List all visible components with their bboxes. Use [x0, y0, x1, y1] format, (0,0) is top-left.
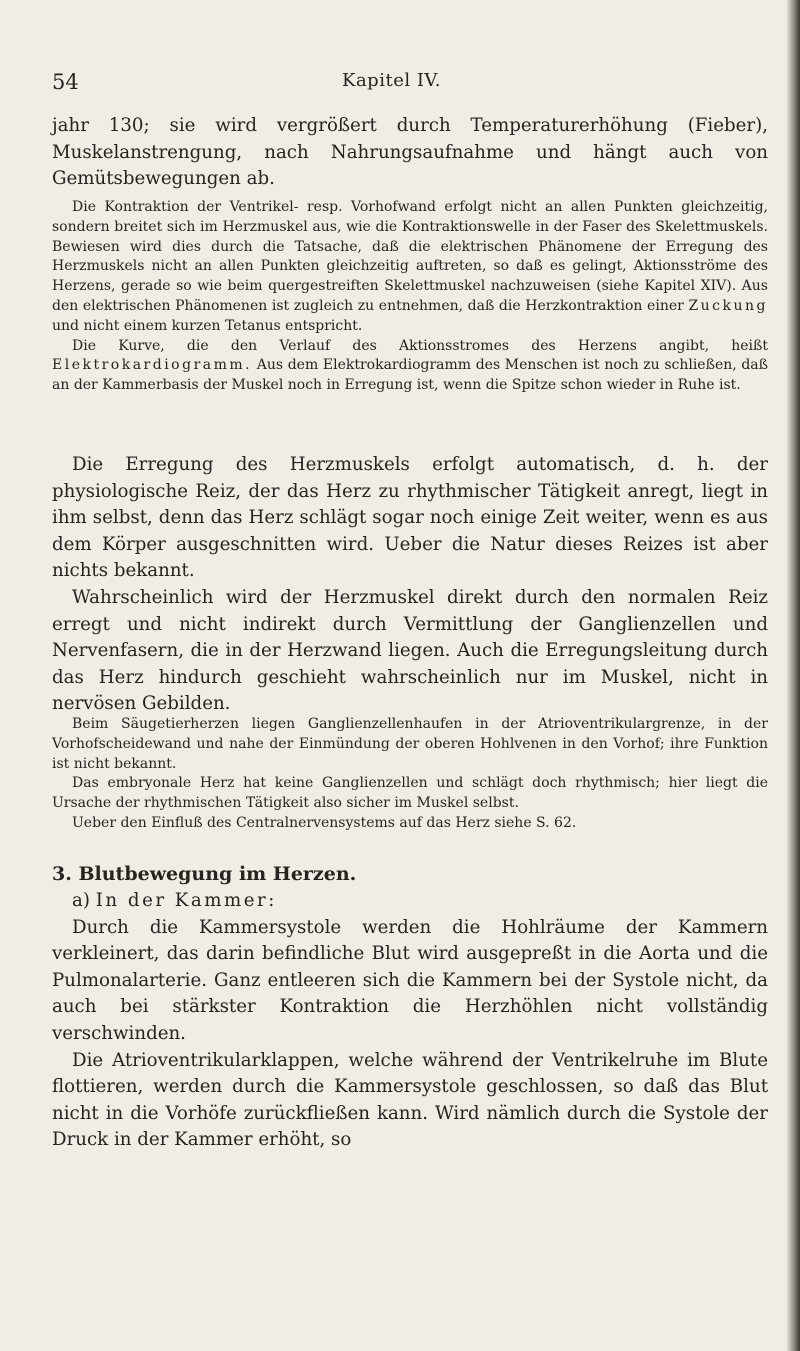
small-text: und nicht einem kurzen Tetanus entspricht. [52, 317, 363, 334]
small-paragraph [52, 198, 768, 337]
small-text: Die Kurve, die den Verlauf des Aktionsstromes des Herzens angibt, heißt [72, 337, 768, 354]
emphasized-term: Zuckung [688, 297, 769, 314]
subheading-prefix: a) [72, 890, 90, 911]
section-block [52, 860, 768, 1154]
small-paragraph: Beim Säugetierherzen liegen Ganglienzellenhaufen in der Atrioventrikulargrenze, in der Vorhofscheidewand und nahe der Einmündung der oberen Hohlvenen in den Vorhof; ihre Funktion ist nicht bekannt. [52, 716, 768, 772]
subheading-title: In der Kammer: [95, 890, 277, 911]
paragraph-continuation [52, 113, 768, 193]
chapter-title: Kapitel IV. [342, 70, 442, 91]
small-print-block-2 [52, 715, 768, 834]
small-text: Die Kontraktion der Ventrikel- resp. Vorhofwand erfolgt nicht an allen Punkten gleichzeitig, sondern breitet sich im Herzmuskel aus, wie die Kontraktionswelle in der Faser des Skelettmuskels. Bewiesen wird dies durch die Tatsache, daß die elektrischen Phänomene der Erregung des Herzmuskels nicht an allen Punkten gleichzeitig auftreten, so daß es gelingt, Aktionsströme des Herzens, gerade so wie beim quergestreiften Skelettmuskel nachzuweisen (siehe Kapitel XIV). Aus den elektrischen Phänomenen ist zugleich zu entnehmen, daß die Herzkontraktion einer [52, 199, 768, 314]
small-paragraph [52, 337, 768, 396]
page-header [52, 70, 662, 110]
small-text: Aus dem Elektrokardiogramm des Menschen ist noch zu schließen, daß an der Kammerbasis der Muskel noch in Erregung ist, wenn die Spitze schon wieder in Ruhe ist. [52, 357, 769, 394]
page-edge-shadow [786, 0, 800, 1351]
body-paragraph: Die Erregung des Herzmuskels erfolgt automatisch, d. h. der physiologische Reiz, der das Herz zu rhythmischer Tätigkeit anregt, liegt in ihm selbst, denn das Herz schlägt sogar noch einige Zeit weiter, wenn es aus dem Körper ausgeschnitten wird. Ueber die Natur dieses Reizes ist aber nichts bekannt. [52, 454, 768, 582]
small-paragraph: Ueber den Einfluß des Centralnervensystems auf das Herz siehe S. 62. [72, 814, 577, 831]
emphasized-term: Elektrokardiogramm. [52, 357, 253, 374]
small-paragraph: Das embryonale Herz hat keine Ganglienzellen und schlägt doch rhythmisch; hier liegt die Ursache der rhythmischen Tätigkeit also sicher im Muskel selbst. [52, 775, 768, 812]
body-paragraph: jahr 130; sie wird vergrößert durch Temperaturerhöhung (Fieber), Muskelanstrengung, nach Nahrungsaufnahme und hängt auch von Gemütsbewegungen ab. [52, 115, 768, 190]
body-paragraph: Wahrscheinlich wird der Herzmuskel direkt durch den normalen Reiz erregt und nicht indirekt durch Vermittlung der Ganglienzellen und Nervenfasern, die in der Herzwand liegen. Auch die Erregungsleitung durch das Herz hindurch geschieht wahrscheinlich nur im Muskel, nicht in nervösen Gebilden. [52, 586, 768, 715]
subheading [52, 888, 768, 915]
body-paragraph: Die Atrioventrikularklappen, welche während der Ventrikelruhe im Blute flottieren, werden durch die Kammersystole geschlossen, so daß das Blut nicht in die Vorhöfe zurückfließen kann. Wird nämlich durch die Systole der Druck in der Kammer erhöht, so [52, 1049, 768, 1151]
small-print-block-1 [52, 198, 768, 396]
page-number: 54 [52, 70, 79, 94]
body-paragraph: Durch die Kammersystole werden die Hohlräume der Kammern verkleinert, das darin befindliche Blut wird ausgepreßt in die Aorta und die Pulmonalarterie. Ganz entleeren sich die Kammern bei der Systole nicht, da auch bei stärkster Kontraktion die Herzhöhlen nicht vollständig verschwinden. [52, 916, 768, 1044]
main-text-block [52, 452, 768, 718]
section-heading: 3. Blutbewegung im Herzen. [52, 863, 357, 885]
